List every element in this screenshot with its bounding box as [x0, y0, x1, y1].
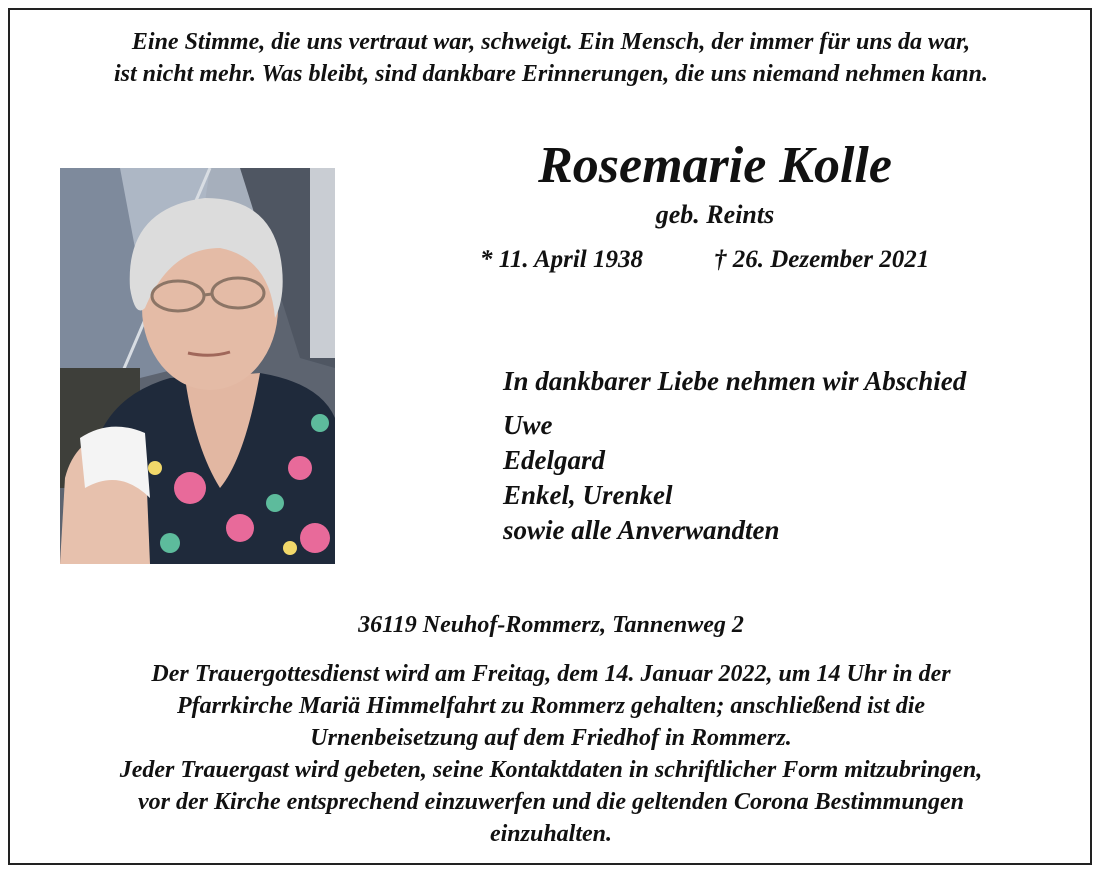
birth-name: geb. Reints — [655, 200, 775, 229]
motto-quote — [30, 26, 1072, 90]
death-date: † 26. Dezember 2021 — [714, 246, 930, 273]
birth-date: * 11. April 1938 — [480, 246, 643, 273]
family-address: 36119 Neuhof-Rommerz, Tannenweg 2 — [358, 612, 744, 638]
mourner-item: Uwe — [503, 410, 553, 440]
mourner-item: Enkel, Urenkel — [503, 480, 673, 510]
service-line-6: einzuhalten. — [489, 821, 613, 847]
service-notice — [30, 658, 1072, 850]
mourner-item: sowie alle Anverwandten — [503, 515, 780, 545]
portrait-photo — [60, 168, 335, 564]
service-line-4: Jeder Trauergast wird gebeten, seine Kontaktdaten in schriftlicher Form mitzubringen, — [119, 757, 983, 783]
deceased-name: Rosemarie Kolle — [538, 137, 892, 194]
motto-line-1: Eine Stimme, die uns vertraut war, schweigt. Ein Mensch, der immer für uns da war, — [131, 29, 971, 55]
service-line-5: vor der Kirche entsprechend einzuwerfen und die geltenden Corona Bestimmungen — [137, 789, 965, 815]
motto-line-2: ist nicht mehr. Was bleibt, sind dankbare Erinnerungen, die uns niemand nehmen kann. — [113, 61, 988, 87]
service-line-1: Der Trauergottesdienst wird am Freitag, dem 14. Januar 2022, um 14 Uhr in der — [151, 661, 951, 687]
farewell-line: In dankbarer Liebe nehmen wir Abschied — [503, 366, 967, 396]
service-line-2: Pfarrkirche Mariä Himmelfahrt zu Rommerz gehalten; anschließend ist die — [176, 693, 926, 719]
mourners-list — [503, 408, 780, 548]
mourner-item: Edelgard — [503, 445, 606, 475]
service-line-3: Urnenbeisetzung auf dem Friedhof in Rommerz. — [310, 725, 792, 751]
